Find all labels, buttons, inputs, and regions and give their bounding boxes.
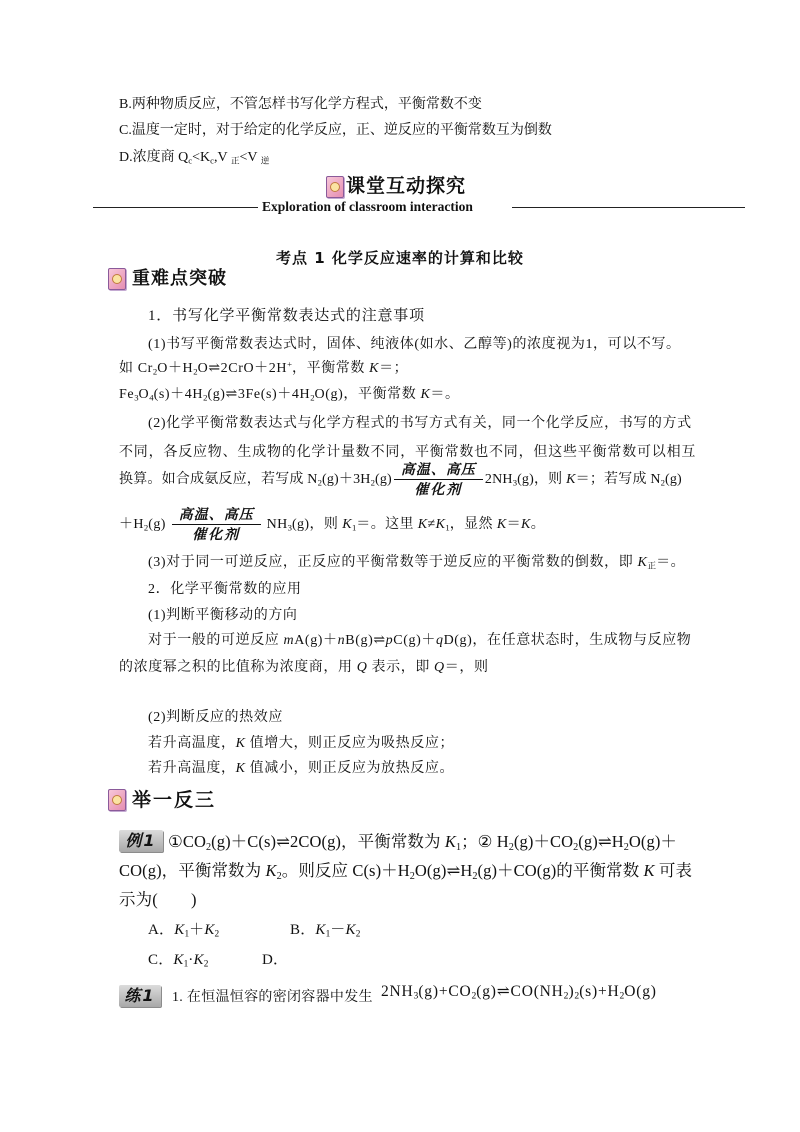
example-question-line: $①CO_2(g)+C(s)\rightleftharpoons 2CO(g)$，平衡常数为 $K_1$；② $H_2(g)+CO_2(g)\rightleftharpoons H_2O(g)+$ (168, 832, 678, 853)
notebook-icon-emblem (112, 274, 122, 284)
italic-symbol: m (283, 633, 295, 648)
banner-rule-right (512, 207, 745, 208)
subscript: 2 (203, 392, 208, 403)
note-paragraph-line: 的浓度幂之积的比值称为浓度商，用 Q 表示，即 Q＝，则 (119, 660, 489, 675)
note-paragraph-line: 若升高温度，K 值减小，则正反应为放热反应。 (148, 761, 455, 776)
subscript: c (188, 155, 193, 166)
subscript: 2 (193, 366, 198, 377)
condition-above-arrow: 高温、高压 (394, 462, 483, 480)
italic-symbol: K (235, 761, 246, 776)
condition-below-arrow: 催化剂 (192, 527, 241, 543)
note-ammonia-synthesis-line: $+H_2(g)$ 高温、高压 催化剂 $NH_3(g)$，则 $K_1=$。这里 $K\ne K_1$，显然 K＝K。 (119, 507, 546, 543)
italic-symbol: K (173, 952, 184, 968)
choice-c: C．$K_1\cdot K_2$ (148, 952, 209, 970)
exercise-stem: 1. 在恒温恒容的密闭容器中发生 (172, 990, 373, 1005)
italic-symbol: n (337, 633, 346, 648)
note-heading-expression-rules: 1．书写化学平衡常数表达式的注意事项 (148, 308, 425, 324)
italic-symbol: K (315, 922, 326, 938)
italic-symbol: K (417, 517, 428, 533)
example-question-line: 示为( ) (119, 890, 197, 909)
subscript: 2 (472, 870, 478, 882)
italic-symbol: K (174, 922, 185, 938)
subscript: 2 (619, 990, 625, 1002)
topic-title: 考点 1 化学反应速率的计算和比较 (276, 249, 524, 267)
note-subheading-direction: (1)判断平衡移动的方向 (148, 608, 298, 623)
italic-symbol: K (566, 472, 576, 488)
italic-symbol: K (265, 861, 277, 880)
italic-symbol: K (193, 952, 204, 968)
italic-symbol: K (204, 922, 215, 938)
italic-symbol: K (444, 832, 456, 851)
subscript: 2 (203, 959, 209, 970)
subscript: 1 (445, 522, 450, 533)
subscript: 1 (455, 841, 462, 853)
choice-b: B．$K_1-K_2$ (290, 922, 361, 940)
italic-symbol: K (637, 555, 648, 570)
option-b-text: B.两种物质反应，不管怎样书写化学方程式，平衡常数不变 (119, 97, 482, 112)
subscript: 2 (152, 366, 158, 377)
section-banner-title: 课堂互动探究 (346, 175, 467, 197)
italic-symbol: Q (356, 660, 368, 675)
note-example-equation: $Fe_3O_4(s)+4H_2(g)\rightleftharpoons 3Fe(s)+4H_2O(g)$，平衡常数 K＝。 (119, 387, 460, 403)
subscript: 2 (355, 929, 361, 940)
condition-above-arrow: 高温、高压 (172, 507, 261, 525)
note-paragraph-line: 不同，各反应物、生成物的化学计量数不同，平衡常数也不同，但这些平衡常数可以相互 (119, 445, 697, 460)
note-ammonia-synthesis-line: 换算。如合成氨反应，若写成 $N_2(g)+3H_2(g)$ 高温、高压 催化剂 $2NH_3(g)$，则 K＝；若写成 $N_2(g)$ (119, 462, 682, 498)
subscript: 2 (214, 929, 220, 940)
subscript: 3 (134, 392, 139, 403)
subscript: 2 (471, 990, 477, 1002)
practice-heading: 举一反三 (132, 789, 217, 811)
italic-symbol: p (385, 633, 394, 648)
italic-symbol: K (345, 922, 356, 938)
italic-symbol: K (235, 736, 246, 751)
exercise-equation: $2NH_3(g)+CO_2(g)\rightleftharpoons CO(NH_2)_2(s)+H_2O(g)$ (381, 983, 657, 1002)
subscript: 3 (413, 990, 419, 1002)
subscript: 2 (370, 477, 375, 488)
note-example-equation: 如 $Cr_2O+H_2O\rightleftharpoons 2CrO+2H^+$，平衡常数 K＝； (119, 358, 409, 377)
example-question-line: CO(g)，平衡常数为 $K_2$。则反应 $C(s)+H_2O(g)\rightleftharpoons H_2(g)+CO(g)$的平衡常数 K 可表 (119, 861, 693, 882)
key-points-heading: 重难点突破 (132, 268, 227, 289)
subscript: 2 (573, 841, 579, 853)
notebook-icon (326, 176, 344, 198)
subscript: 4 (149, 392, 154, 403)
notebook-icon (108, 268, 126, 290)
subscript: 2 (206, 841, 212, 853)
notebook-icon (108, 789, 126, 811)
banner-rule-left (93, 207, 258, 208)
reaction-condition (394, 462, 483, 498)
subscript: 2 (317, 477, 322, 488)
notebook-icon-emblem (330, 182, 340, 192)
subscript: 2 (310, 392, 315, 403)
subscript: 3 (287, 522, 292, 533)
example-badge: 例1 (119, 830, 163, 852)
notebook-icon-emblem (112, 795, 122, 805)
italic-symbol: K (521, 517, 531, 533)
subscript: 2 (563, 990, 569, 1002)
subscript: 2 (660, 477, 665, 488)
italic-symbol: Q (434, 660, 445, 675)
note-subheading-heat-effect: (2)判断反应的热效应 (148, 710, 283, 725)
italic-symbol: K (435, 517, 446, 533)
note-paragraph-line: 对于一般的可逆反应 mA(g)＋nB(g)⇌pC(g)＋qD(g)，在任意状态时，生成物与反应物 (148, 633, 692, 648)
superscript: + (287, 358, 292, 369)
italic-symbol: K (496, 517, 507, 533)
italic-symbol: K (420, 387, 431, 402)
choice-d: D． (262, 952, 289, 968)
exercise-badge: 练1 (119, 985, 161, 1007)
subscript: 逆 (260, 155, 270, 166)
choice-a: A．$K_1+K_2$ (148, 922, 220, 940)
section-banner-subtitle: Exploration of classroom interaction (262, 199, 473, 214)
subscript: 2 (508, 841, 514, 853)
subscript: 1 (325, 929, 331, 940)
italic-symbol: q (435, 633, 444, 648)
italic-symbol: K (643, 861, 655, 880)
subscript: 2 (276, 870, 282, 882)
condition-below-arrow: 催化剂 (414, 482, 463, 498)
subscript: 正 (230, 155, 240, 166)
note-paragraph-line: (2)化学平衡常数表达式与化学方程式的书写方式有关，同一个化学反应，书写的方式 (148, 416, 692, 431)
note-paragraph-line: (1)书写平衡常数表达式时，固体、纯液体(如水、乙醇等)的浓度视为1，可以不写。 (148, 337, 681, 352)
subscript: 正 (647, 560, 657, 571)
subscript: 2 (143, 522, 149, 533)
subscript: 3 (512, 477, 518, 488)
subscript: 2 (623, 841, 629, 853)
note-heading-applications: 2．化学平衡常数的应用 (148, 582, 302, 597)
italic-symbol: K (342, 517, 352, 533)
subscript: 2 (409, 870, 415, 882)
note-paragraph-line: (3)对于同一可逆反应，正反应的平衡常数等于逆反应的平衡常数的倒数，即 $K_正=$。 (148, 555, 686, 571)
subscript: 1 (184, 929, 190, 940)
subscript: c (210, 155, 214, 166)
italic-symbol: K (369, 361, 380, 376)
option-c-text: C.温度一定时，对于给定的化学反应，正、逆反应的平衡常数互为倒数 (119, 123, 552, 138)
subscript: 2 (574, 990, 580, 1002)
note-paragraph-line: 若升高温度，K 值增大，则正反应为吸热反应； (148, 736, 455, 751)
subscript: 1 (351, 522, 357, 533)
reaction-condition (172, 507, 261, 543)
option-d-text: D.浓度商 $Q_c<K_c,V$ $_正$<V $_逆$ (119, 150, 270, 166)
subscript: 1 (183, 959, 189, 970)
